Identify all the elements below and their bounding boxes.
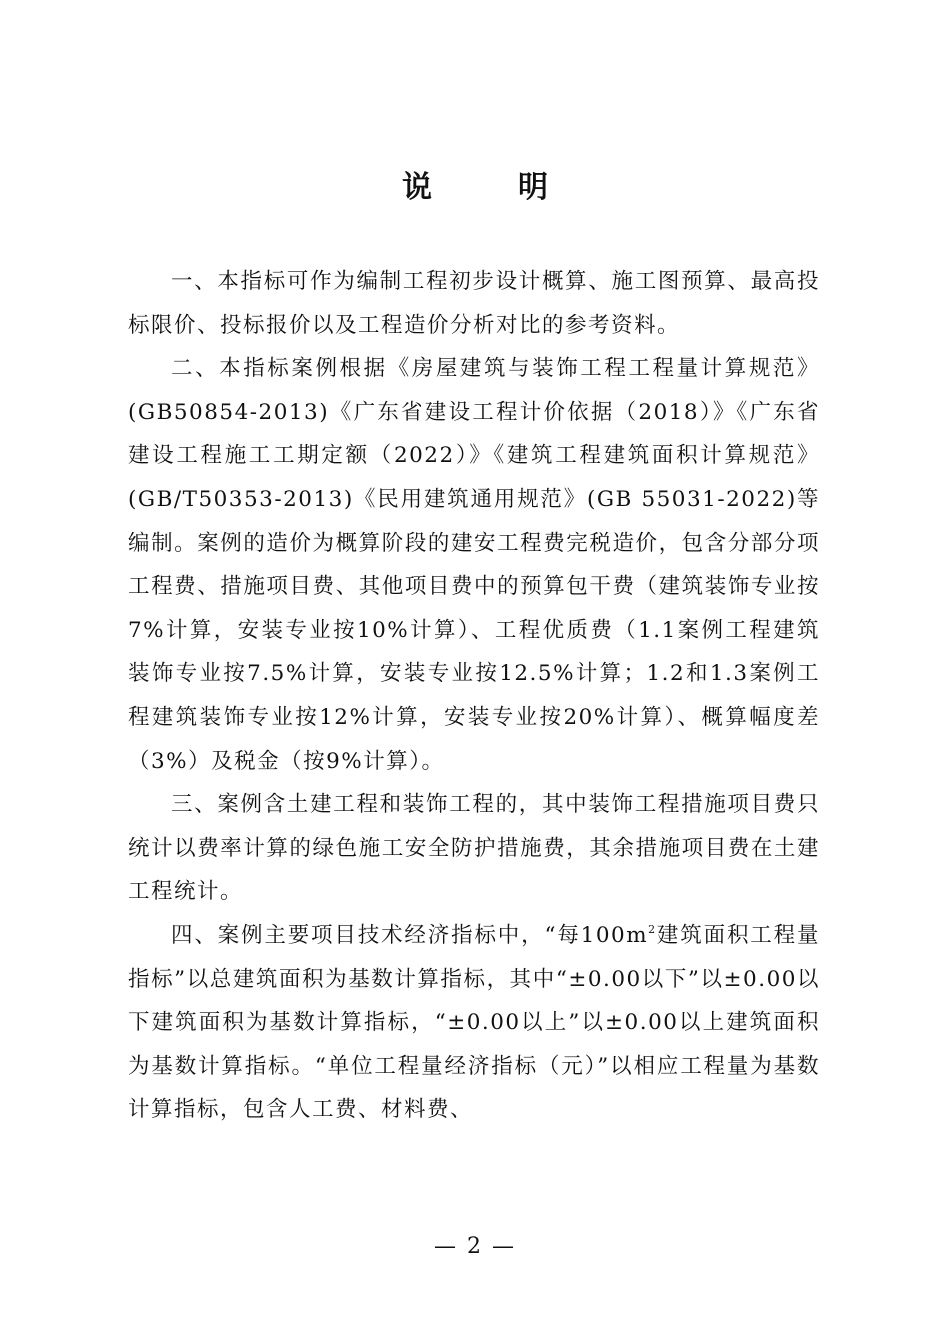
page-title: 说 明 — [402, 170, 576, 205]
body-text — [128, 260, 820, 1132]
paragraph-3: 三、案例含土建工程和装饰工程的，其中装饰工程措施项目费只统计以费率计算的绿色施工安全防护措施费，其余措施项目费在土建工程统计。 — [128, 792, 820, 905]
paragraph-4-part-1: 四、案例主要项目技术经济指标中，“每100m — [171, 922, 649, 948]
paragraph-1: 一、本指标可作为编制工程初步设计概算、施工图预算、最高投标限价、投标报价以及工程造价分析对比的参考资料。 — [128, 269, 820, 338]
paragraph-4-part-2: 建筑面积工程量指标”以总建筑面积为基数计算指标，其中“±0.00以下”以±0.00以下建筑面积为基数计算指标，“±0.00以上”以±0.00以上建筑面积为基数计算指标。“单位工程量经济指标（元）”以相应工程量为基数计算指标，包含人工费、材料费、 — [128, 922, 820, 1123]
paragraph-2: 二、本指标案例根据《房屋建筑与装饰工程工程量计算规范》(GB50854-2013)《广东省建设工程计价依据（2018）》《广东省建设工程施工工期定额（2022）》《建筑工程建筑面积计算规范》(GB/T50353-2013)《民用建筑通用规范》(GB 55031-2022)等编制。案例的造价为概算阶段的建安工程费完税造价，包含分部分项工程费、措施项目费、其他项目费中的预算包干费（建筑装饰专业按7%计算，安装专业按10%计算）、工程优质费（1.1案例工程建筑装饰专业按7.5%计算，安装专业按12.5%计算；1.2和1.3案例工程建筑装饰专业按12%计算，安装专业按20%计算）、概算幅度差（3%）及税金（按9%计算）。 — [128, 356, 820, 774]
page-number: — 2 — — [434, 1234, 516, 1259]
unit-superscript: 2 — [648, 922, 657, 936]
paragraph-4 — [128, 914, 820, 1132]
